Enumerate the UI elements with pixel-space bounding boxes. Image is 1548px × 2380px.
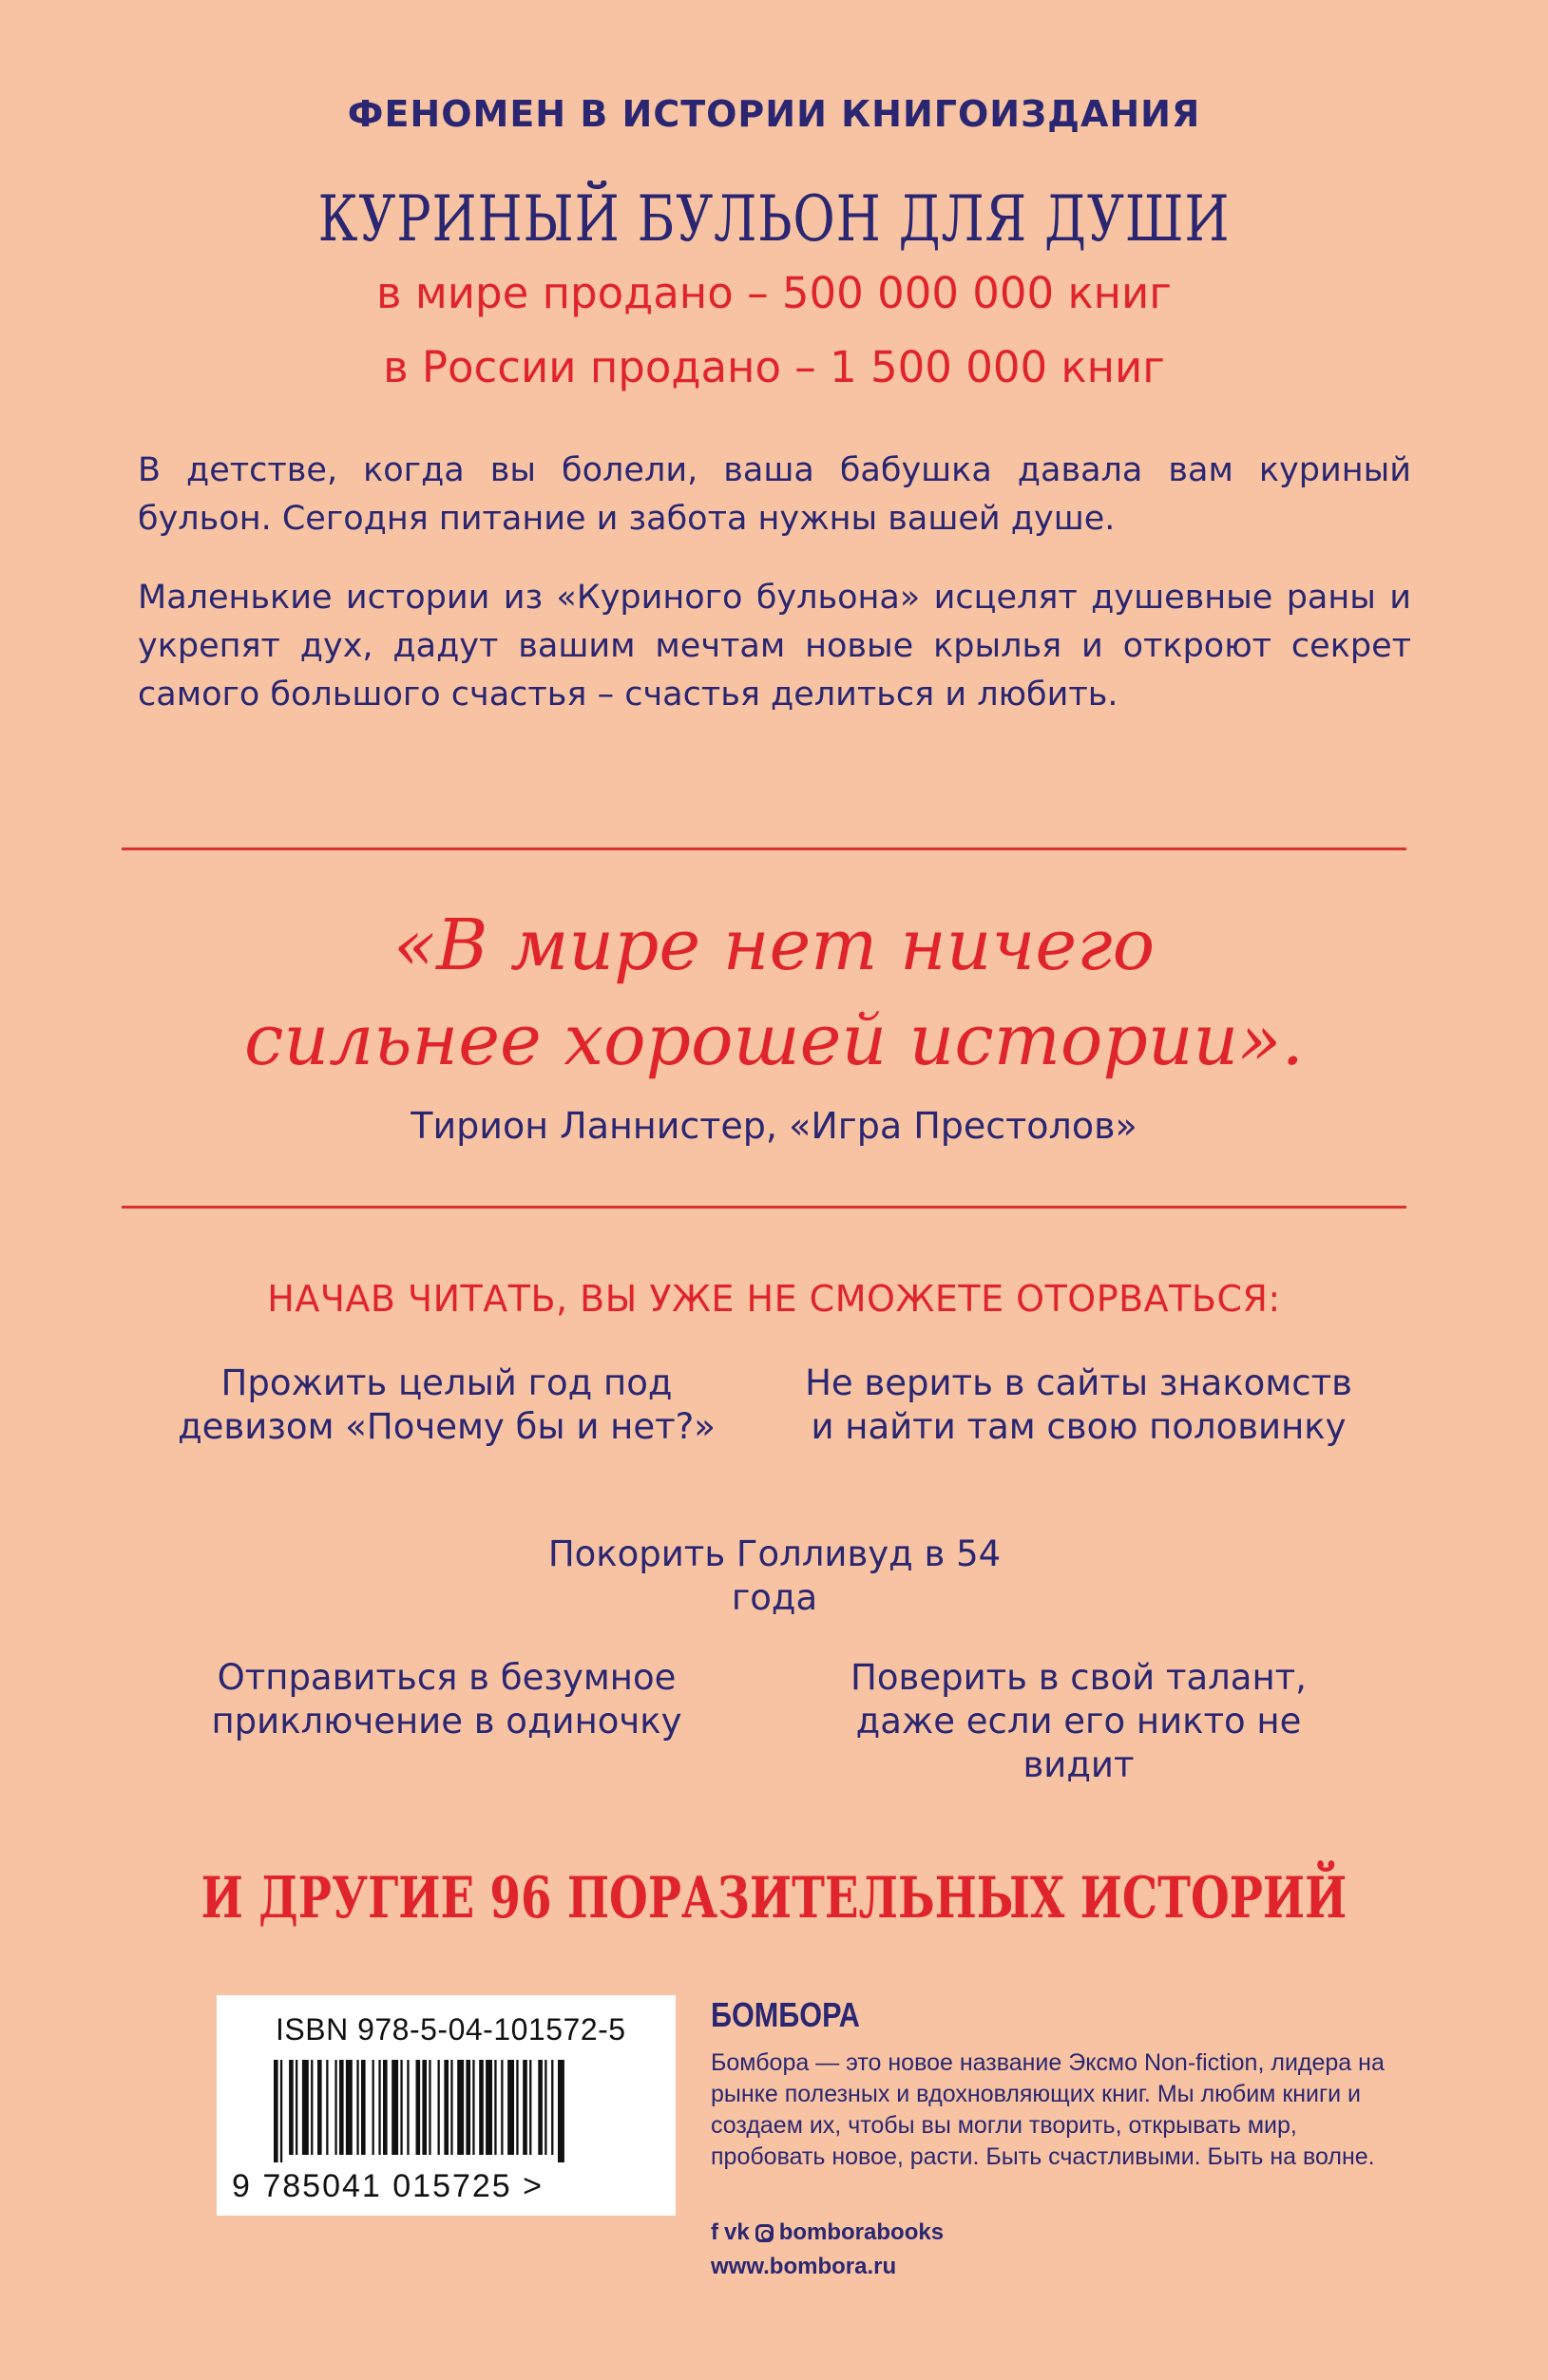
quote-author: Тирион Ланнистер, «Игра Престолов»	[411, 1105, 1137, 1147]
quote-line-1: «В мире нет ничего	[392, 904, 1156, 986]
barcode-bar	[378, 2060, 380, 2155]
barcode-bar	[558, 2060, 564, 2162]
barcode-bar	[302, 2060, 309, 2155]
barcode-bar	[339, 2060, 344, 2155]
barcode-bar	[444, 2060, 449, 2155]
barcode-bar	[317, 2060, 322, 2155]
stories-heading: НАЧАВ ЧИТАТЬ, ВЫ УЖЕ НЕ СМОЖЕТЕ ОТОРВАТЬСЯ:	[267, 1278, 1281, 1320]
barcode-bar	[494, 2060, 496, 2155]
barcode-bar	[346, 2060, 353, 2155]
barcode-bar	[296, 2060, 297, 2155]
barcode-bar	[334, 2060, 336, 2155]
isbn-label: ISBN 978-5-04-101572-5	[276, 2012, 626, 2047]
barcode-bar	[392, 2060, 398, 2155]
story-item: Поверить в свой талант, даже если его никто не видит	[850, 1657, 1307, 1785]
barcode-bar	[507, 2060, 514, 2155]
barcode-bar	[466, 2060, 470, 2155]
barcode-bar	[407, 2060, 409, 2155]
book-title: КУРИНЫЙ БУЛЬОН ДЛЯ ДУШИ	[317, 182, 1231, 256]
barcode-bar	[523, 2060, 527, 2155]
barcode-bar	[280, 2060, 282, 2162]
story-item: Прожить целый год под девизом «Почему бы и нет?»	[178, 1362, 716, 1447]
publisher-description: Бомбора — это новое название Эксмо Non-fiction, лидера на рынке полезных и вдохновляющих книг. Мы любим книги и создаем их, чтобы вы могли творить, открывать мир, пробовать новое, расти. Быть счастливыми. Быть на волне.	[711, 2049, 1385, 2170]
barcode-bar	[501, 2060, 503, 2155]
social-links	[711, 2219, 944, 2246]
social-handle[interactable]: bomborabooks	[778, 2219, 945, 2245]
barcode-bar	[479, 2060, 484, 2155]
website-link[interactable]: www.bombora.ru	[711, 2254, 897, 2279]
barcode-bar	[472, 2060, 474, 2155]
divider-bottom	[122, 1206, 1406, 1209]
barcode-bar	[400, 2060, 402, 2155]
sold-russia: в России продано – 1 500 000 книг	[383, 342, 1165, 392]
barcode-bar	[457, 2060, 464, 2155]
vk-icon[interactable]: vk	[724, 2219, 750, 2245]
publisher-name: БОМБОРА	[711, 1995, 860, 2034]
story-item: Не верить в сайты знакомств и найти там свою половинку	[805, 1362, 1352, 1447]
barcode-bar	[373, 2060, 374, 2155]
kicker: ФЕНОМЕН В ИСТОРИИ КНИГОИЗДАНИЯ	[347, 93, 1201, 135]
barcode-bar	[356, 2060, 358, 2155]
instagram-icon[interactable]	[755, 2224, 774, 2242]
barcode-bar	[538, 2060, 543, 2155]
barcode-bar	[486, 2060, 492, 2155]
barcode-bar	[551, 2060, 553, 2155]
barcode-bar	[545, 2060, 546, 2155]
barcode-digits: 9 785041 015725 >	[232, 2168, 545, 2204]
barcode-bar	[450, 2060, 452, 2155]
barcode-bar	[361, 2060, 366, 2155]
barcode-bar	[429, 2060, 430, 2155]
divider-top	[122, 847, 1406, 850]
barcode-bar	[438, 2060, 440, 2155]
barcode-bar	[516, 2060, 518, 2155]
barcode	[274, 2060, 635, 2162]
barcode-bar	[422, 2060, 427, 2155]
more-stories: И ДРУГИЕ 96 ПОРАЗИТЕЛЬНЫХ ИСТОРИЙ	[201, 1865, 1347, 1932]
barcode-bar	[529, 2060, 531, 2155]
story-item: Отправиться в безумное приключение в одиночку	[211, 1657, 682, 1742]
barcode-bar	[311, 2060, 313, 2155]
sold-world: в мире продано – 500 000 000 книг	[376, 268, 1172, 318]
barcode-bar	[289, 2060, 294, 2155]
intro-paragraph-1: В детстве, когда вы болели, ваша бабушка давала вам куриный бульон. Сегодня питание и забота нужны вашей душе.	[138, 451, 1411, 538]
barcode-bar	[326, 2060, 328, 2155]
facebook-icon[interactable]: f	[711, 2219, 718, 2245]
barcode-bar	[383, 2060, 388, 2155]
quote-line-2: сильнее хорошей истории».	[244, 1000, 1304, 1081]
barcode-bar	[416, 2060, 421, 2155]
intro-paragraph-2: Маленькие истории из «Куриного бульона» исцелят душевные раны и укрепят дух, дадут вашим мечтам новые крылья и откроют секрет самого большого счастья – счастья делиться и любить.	[138, 579, 1411, 714]
barcode-bar	[274, 2060, 278, 2162]
story-item: Покорить Голливуд в 54 года	[547, 1533, 1002, 1618]
